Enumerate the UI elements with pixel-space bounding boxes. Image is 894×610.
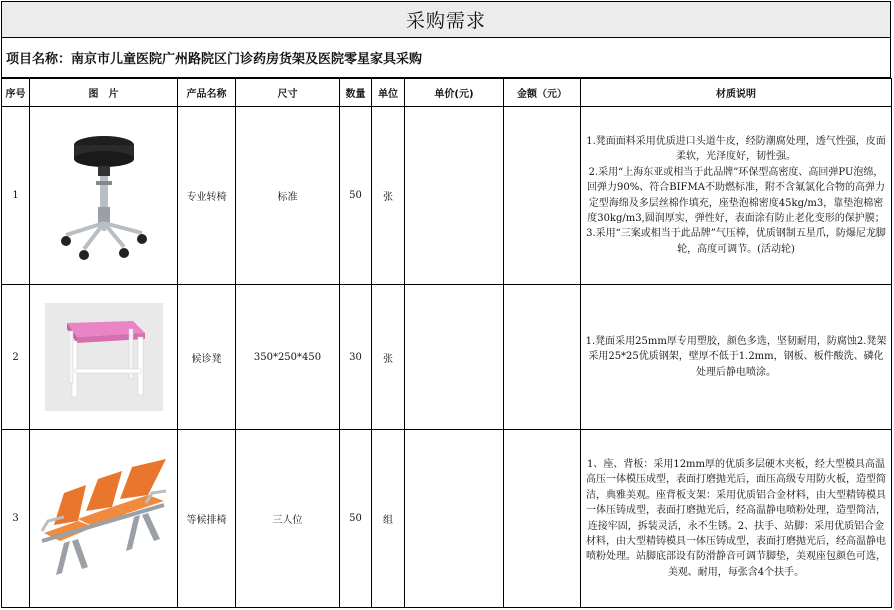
header-size: 尺寸: [236, 79, 340, 107]
cell-name: 专业转椅: [178, 107, 236, 285]
table-row: [2, 285, 892, 430]
cell-no: 1: [2, 107, 30, 285]
header-row: [2, 79, 892, 107]
cell-name: 候诊凳: [178, 285, 236, 430]
cell-no: 3: [2, 430, 30, 608]
cell-price: [405, 430, 504, 608]
project-name: 项目名称：南京市儿童医院广州路院区门诊药房货架及医院零星家具采购: [1, 38, 891, 78]
cell-no: 2: [2, 285, 30, 430]
cell-unit: 张: [372, 107, 405, 285]
cell-desc: [581, 107, 892, 285]
header-no: 序号: [2, 79, 30, 107]
cell-qty: 30: [340, 285, 372, 430]
page-title: 采购需求: [1, 1, 891, 38]
header-amount: 金额（元）: [504, 79, 581, 107]
header-qty: 数量: [340, 79, 372, 107]
cell-amount: [504, 107, 581, 285]
cell-qty: 50: [340, 430, 372, 608]
cell-image: [30, 430, 178, 608]
pink-stool-image: [45, 303, 163, 411]
table-row: [2, 430, 892, 608]
procurement-table: [1, 78, 892, 608]
header-image: 图 片: [30, 79, 178, 107]
cell-image: [30, 285, 178, 430]
cell-unit: 张: [372, 285, 405, 430]
cell-amount: [504, 430, 581, 608]
cell-desc: [581, 430, 892, 608]
cell-size: 350*250*450: [236, 285, 340, 430]
header-desc: 材质说明: [581, 79, 892, 107]
cell-qty: 50: [340, 107, 372, 285]
swivel-stool-image: [54, 121, 154, 271]
header-name: 产品名称: [178, 79, 236, 107]
waiting-bench-image: [34, 455, 174, 583]
desc-text: 1.凳面面料采用优质进口头道牛皮，经防潮腐处理，透气性强，皮面柔软，光泽度好，韧性强。 2.采用“上海东亚或相当于此品牌”环保型高密度、高回弹PU泡绵，回弹力90%、符合BIFMA不助燃标准，附不含氟氯化合物的高弹力定型海绵及多层丝棉作填充，座垫泡棉密度45kg/m3，靠垫泡棉密度30kg/m3,圆润厚实，弹性好，表面涂有防止老化变形的保护膜； 3.采用“三案或相当于此品牌”气压棒，优质钢制五星爪，防爆尼龙脚轮，高度可调节。(活动轮): [586, 135, 886, 255]
cell-unit: 组: [372, 430, 405, 608]
table-row: [2, 107, 892, 285]
header-price: 单价(元): [405, 79, 504, 107]
cell-price: [405, 285, 504, 430]
desc-text: 1、座、背板：采用12mm厚的优质多层硬木夹板，经大型模具高温高压一体模压成型，表面打磨抛光后，面压高级专用防火板，造型简洁，典雅美观。座背板支架：采用优质铝合金材料，由大型精铸模具一体压铸成型，表面打磨抛光后，经高温静电喷粉处理，造型简洁，连接牢固，拆装灵活，永不生锈。2、扶手、站脚：采用优质铝合金材料，由大型精铸模具一体压铸成型，表面打磨抛光后，经高温静电喷粉处理。站脚底部设有防滑静音可调节脚垫，美观座包颜色可选，美观、耐用，每张含4个扶手。: [586, 458, 886, 578]
cell-size: 标准: [236, 107, 340, 285]
cell-desc: [581, 285, 892, 430]
cell-price: [405, 107, 504, 285]
cell-image: [30, 107, 178, 285]
cell-amount: [504, 285, 581, 430]
cell-name: 等候排椅: [178, 430, 236, 608]
cell-size: 三人位: [236, 430, 340, 608]
desc-text: 1.凳面采用25mm厚专用塑胶，颜色多选，坚韧耐用，防腐蚀2.凳架采用25*25优质钢架，壁厚不低于1.2mm，钢板、板件酸洗、磷化处理后静电喷涂。: [585, 335, 887, 378]
header-unit: 单位: [372, 79, 405, 107]
